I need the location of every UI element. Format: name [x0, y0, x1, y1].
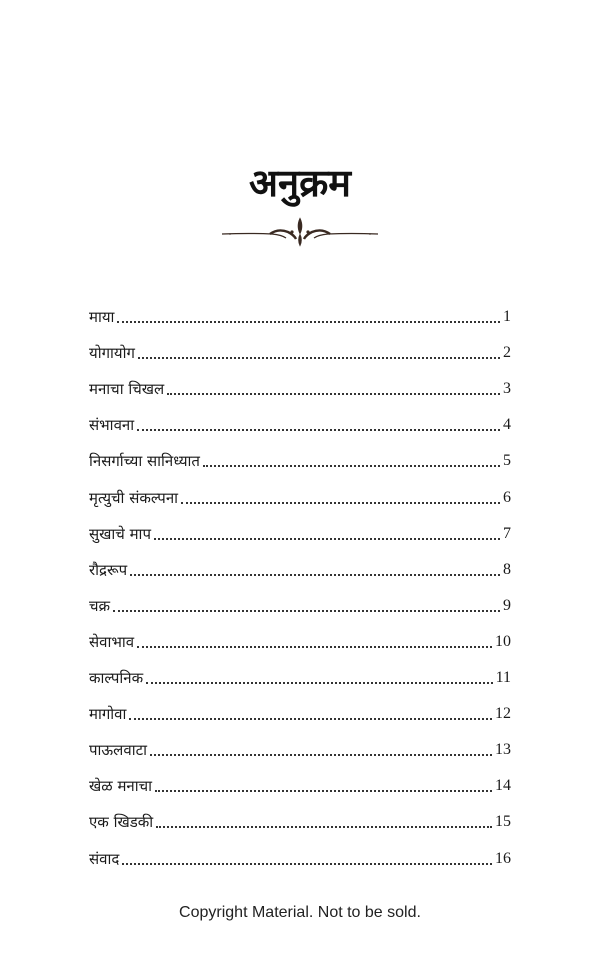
- dot-leader: [130, 574, 500, 576]
- toc-entry: [89, 796, 511, 832]
- table-of-contents: [89, 291, 511, 869]
- toc-entry: [89, 327, 511, 363]
- toc-entry: [89, 508, 511, 544]
- toc-entry-page: 9: [503, 596, 511, 614]
- toc-entry-title: काल्पनिक: [89, 669, 144, 688]
- toc-entry: [89, 544, 511, 580]
- flourish-ornament-icon: [220, 214, 380, 250]
- toc-entry-title: एक खिडकी: [89, 813, 154, 832]
- toc-entry: [89, 832, 511, 868]
- toc-entry-title: चक्र: [89, 596, 111, 615]
- toc-entry-title: मृत्युची संकल्पना: [89, 488, 179, 507]
- toc-entry: [89, 652, 511, 688]
- dot-leader: [129, 718, 492, 720]
- toc-entry-title: सेवाभाव: [89, 632, 135, 651]
- toc-entry-page: 12: [495, 705, 511, 723]
- toc-entry-title: सुखाचे माप: [89, 524, 151, 543]
- toc-entry: [89, 724, 511, 760]
- toc-entry: [89, 291, 511, 327]
- dot-leader: [117, 321, 500, 323]
- toc-entry-page: 8: [503, 560, 511, 578]
- toc-entry-title: मागोवा: [89, 705, 127, 724]
- toc-entry-title: संभावना: [89, 416, 135, 435]
- dot-leader: [203, 465, 500, 467]
- toc-entry: [89, 616, 511, 652]
- page-title: अनुक्रम: [248, 161, 352, 205]
- toc-entry-title: रौद्ररूप: [89, 560, 128, 579]
- toc-entry-page: 5: [503, 452, 511, 470]
- toc-entry: [89, 580, 511, 616]
- toc-entry-page: 15: [495, 813, 511, 831]
- toc-entry-title: योगायोग: [89, 344, 135, 363]
- dot-leader: [154, 538, 500, 540]
- dot-leader: [150, 754, 492, 756]
- toc-entry-page: 7: [503, 524, 511, 542]
- copyright-notice: Copyright Material. Not to be sold.: [179, 904, 421, 921]
- toc-entry-title: मनाचा चिखल: [89, 380, 165, 399]
- toc-entry-page: 2: [503, 344, 511, 362]
- dot-leader: [155, 790, 492, 792]
- dot-leader: [137, 429, 500, 431]
- dot-leader: [146, 682, 493, 684]
- dot-leader: [138, 357, 500, 359]
- toc-entry-page: 14: [495, 777, 511, 795]
- toc-entry-page: 4: [503, 416, 511, 434]
- toc-entry-page: 11: [495, 669, 511, 687]
- dot-leader: [137, 646, 492, 648]
- toc-entry-page: 1: [503, 308, 511, 326]
- toc-entry: [89, 760, 511, 796]
- dot-leader: [167, 393, 500, 395]
- dot-leader: [113, 610, 500, 612]
- toc-entry-page: 10: [495, 632, 511, 650]
- dot-leader: [181, 502, 500, 504]
- toc-entry-title: पाऊलवाटा: [89, 741, 148, 760]
- toc-entry-title: माया: [89, 308, 115, 327]
- toc-entry-page: 3: [503, 380, 511, 398]
- toc-entry-page: 16: [495, 849, 511, 867]
- toc-entry: [89, 435, 511, 471]
- toc-entry: [89, 688, 511, 724]
- toc-entry-title: निसर्गाच्या सानिध्यात: [89, 452, 200, 471]
- dot-leader: [156, 826, 492, 828]
- toc-entry-title: खेळ मनाचा: [89, 777, 153, 796]
- toc-entry: [89, 399, 511, 435]
- toc-entry: [89, 471, 511, 507]
- toc-entry-page: 6: [503, 488, 511, 506]
- dot-leader: [122, 863, 492, 865]
- toc-entry-title: संवाद: [89, 849, 120, 868]
- toc-entry-page: 13: [495, 741, 511, 759]
- toc-entry: [89, 363, 511, 399]
